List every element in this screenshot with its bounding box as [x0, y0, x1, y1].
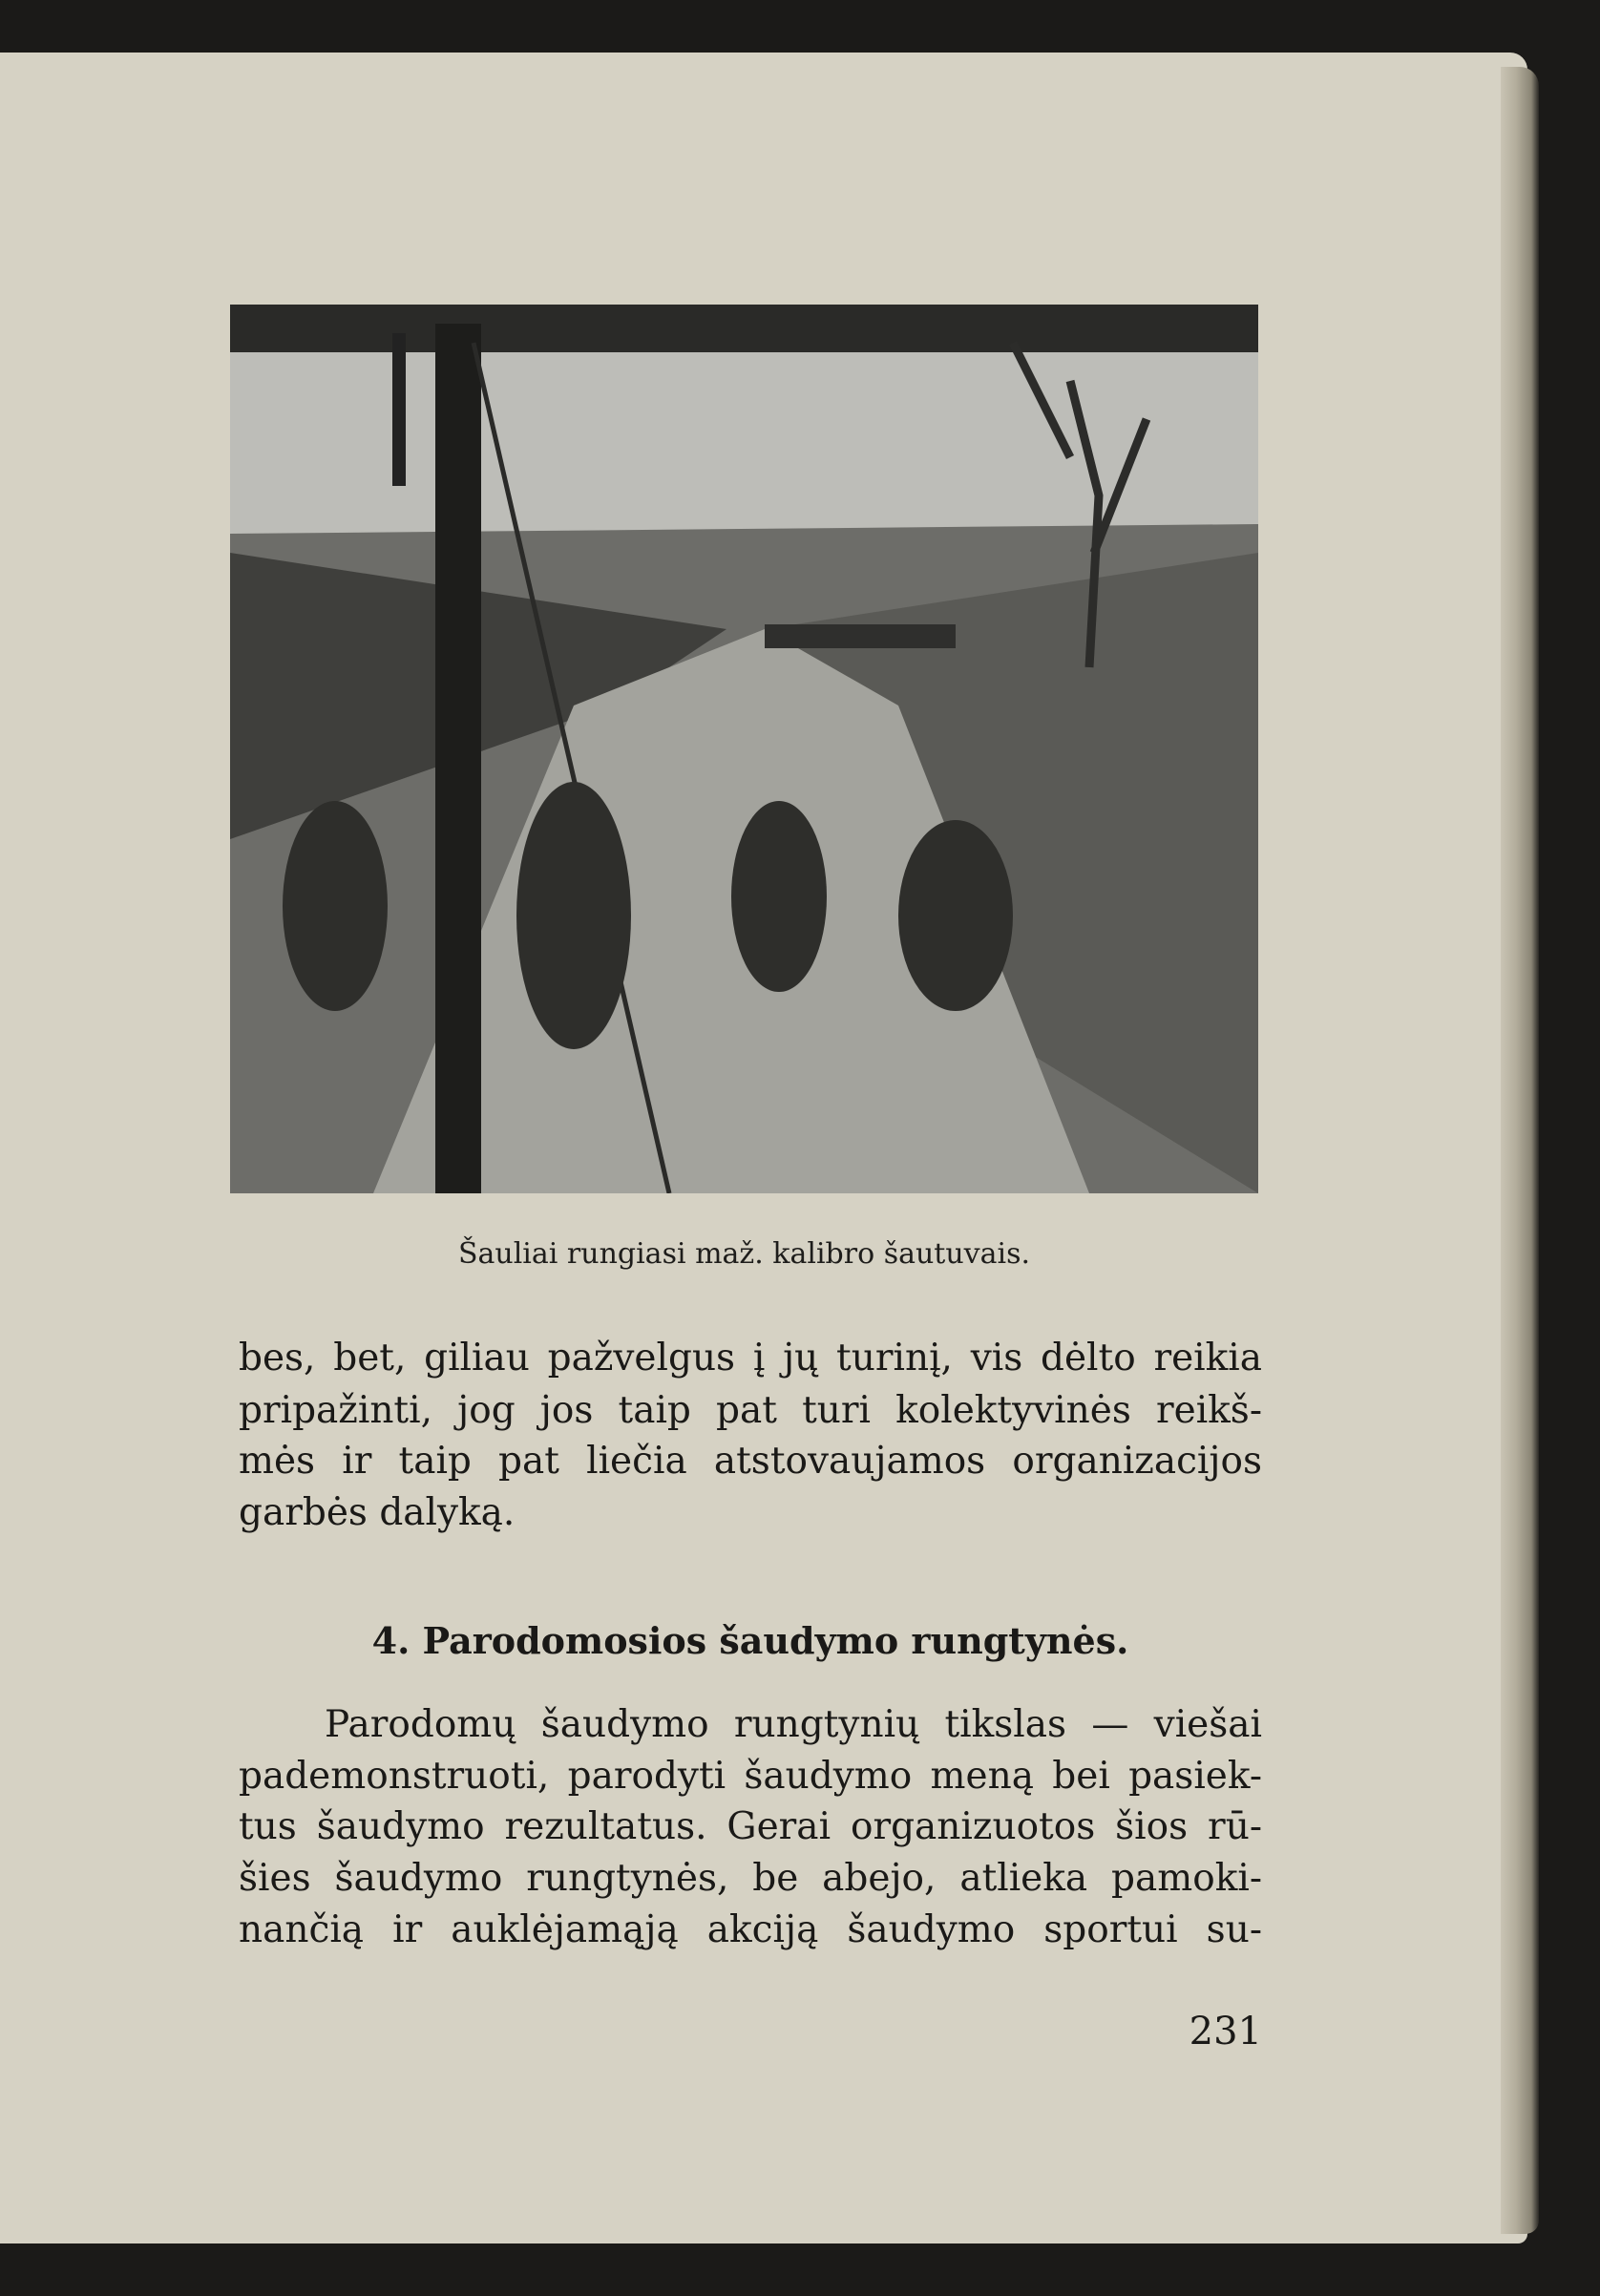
figure-caption: Šauliai rungiasi maž. kalibro šautuvais. [457, 1237, 1031, 1271]
shooting-range-photo [230, 305, 1258, 1193]
paragraph-line: nančią ir auklėjamąją akciją šaudymo sportui su- [239, 1908, 1262, 1951]
paragraph-line: tus šaudymo rezultatus. Gerai organizuotos šios rū- [239, 1805, 1262, 1848]
paragraph-line: šies šaudymo rungtynės, be abejo, atlieka pamoki- [239, 1857, 1262, 1900]
paragraph-line: pripažinti, jog jos taip pat turi kolektyvinės reikš- [239, 1389, 1262, 1432]
paragraph-line: pademonstruoti, parodyti šaudymo meną bei pasiek- [239, 1755, 1262, 1798]
section-heading: 4. Parodomosios šaudymo rungtynės. [371, 1619, 1129, 1662]
paragraph-line: Parodomų šaudymo rungtynių tikslas — viešai [325, 1703, 1262, 1746]
paragraph-line: garbės dalyką. [239, 1491, 516, 1534]
page-number: 231 [1189, 2010, 1262, 2054]
paragraph-line: mės ir taip pat liečia atstovaujamos organizacijos [239, 1440, 1262, 1483]
page-edge [1501, 67, 1539, 2234]
paragraph-line: bes, bet, giliau pažvelgus į jų turinį, vis dėlto reikia [239, 1337, 1262, 1380]
